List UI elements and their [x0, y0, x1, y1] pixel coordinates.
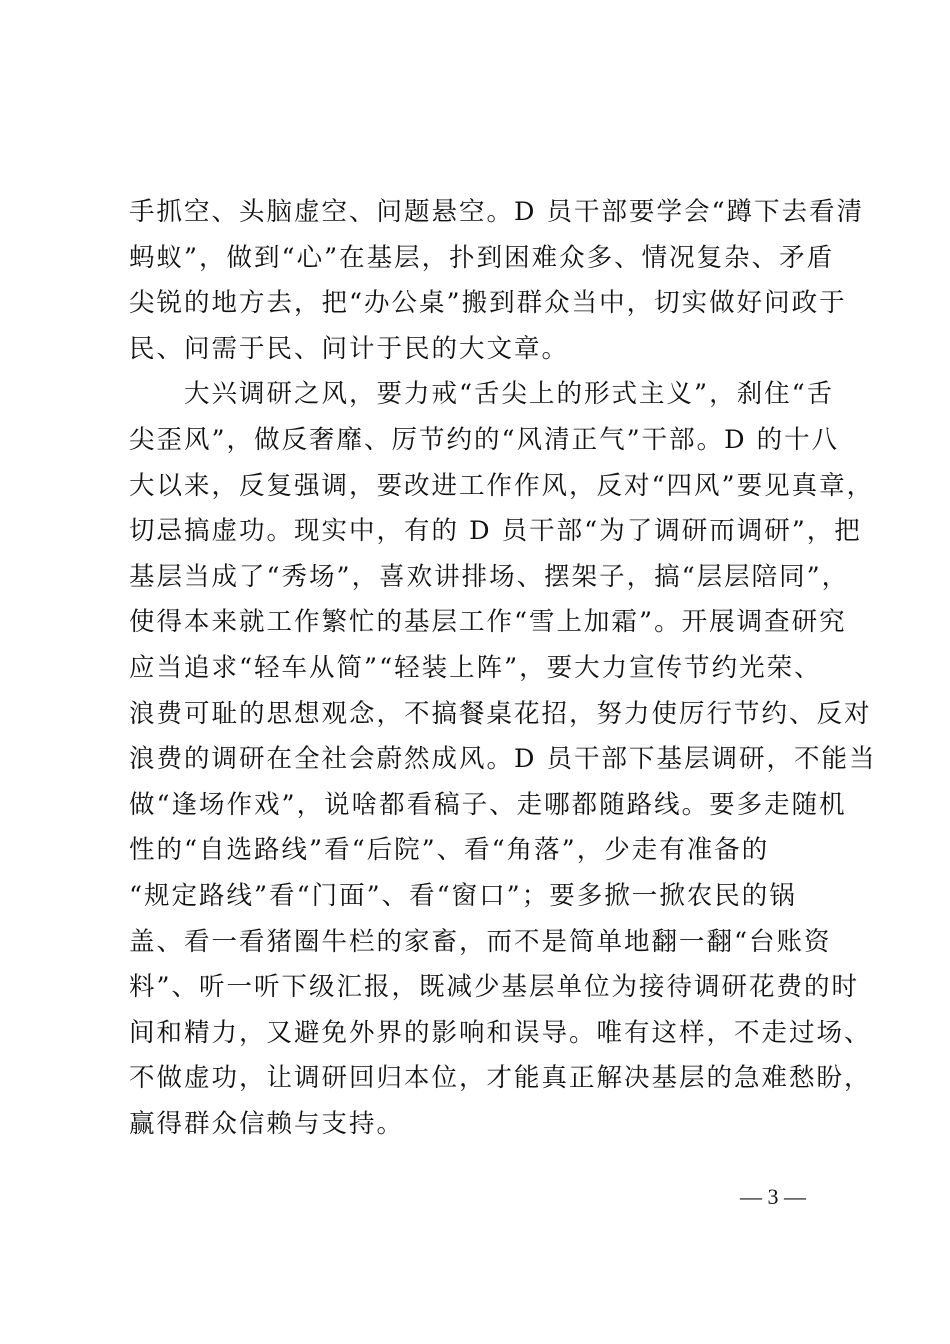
- text-line: 不做虚功，让调研回归本位，才能真正解决基层的急难愁盼，: [129, 1063, 872, 1094]
- text-line: 民、问需于民、问计于民的大文章。: [129, 333, 570, 364]
- text-line: 使得本来就工作繁忙的基层工作“雪上加霜”。开展调查研究: [129, 607, 847, 638]
- text-line: 尖锐的地方去，把“办公桌”搬到群众当中，切实做好问政于: [129, 288, 847, 319]
- text-line: 大以来，反复强调，要改进工作作风，反对“四风”要见真章，: [129, 470, 875, 501]
- text-line: 做“逢场作戏”，说啥都看稿子、走哪都随路线。要多走随机: [129, 789, 847, 820]
- body-text: [129, 190, 877, 1147]
- text-line: 性的“自选路线”看“后院”、看“角落”，少走有准备的: [129, 835, 770, 866]
- text-line: 料”、听一听下级汇报，既减少基层单位为接待调研花费的时: [129, 972, 860, 1003]
- text-line: 应当追求“轻车从简”“轻装上阵”，要大力宣传节约光荣、: [129, 652, 822, 683]
- page-number: — 3 —: [740, 1184, 806, 1209]
- text-line: 间和精力，又避免外界的影响和误导。唯有这样，不走过场、: [129, 1017, 872, 1048]
- text-line: 基层当成了“秀场”，喜欢讲排场、摆架子，搞“层层陪同”，: [129, 561, 850, 592]
- text-line: 浪费可耻的思想观念，不搞餐桌花招，努力使厉行节约、反对: [129, 698, 872, 729]
- text-line: 大兴调研之风，要力戒“舌尖上的形式主义”，刹住“舌: [129, 379, 835, 410]
- text-line: 盖、看一看猪圈牛栏的家畜，而不是简单地翻一翻“台账资: [129, 926, 832, 957]
- text-line: 赢得群众信赖与支持。: [129, 1108, 405, 1139]
- text-line: 浪费的调研在全社会蔚然成风。D 员干部下基层调研，不能当: [129, 744, 877, 775]
- text-line: 蚂蚁”，做到“心”在基层，扑到困难众多、情况复杂、矛盾: [129, 242, 835, 273]
- text-line: 切忌搞虚功。现实中，有的 D 员干部“为了调研而调研”，把: [129, 516, 862, 547]
- text-line: 手抓空、头脑虚空、问题悬空。D 员干部要学会“蹲下去看清: [129, 197, 865, 227]
- text-line: “规定路线”看“门面”、看“窗口”；要多掀一掀农民的锅: [129, 880, 797, 911]
- text-line: 尖歪风”，做反奢靡、厉节约的“风清正气”干部。D 的十八: [129, 424, 840, 455]
